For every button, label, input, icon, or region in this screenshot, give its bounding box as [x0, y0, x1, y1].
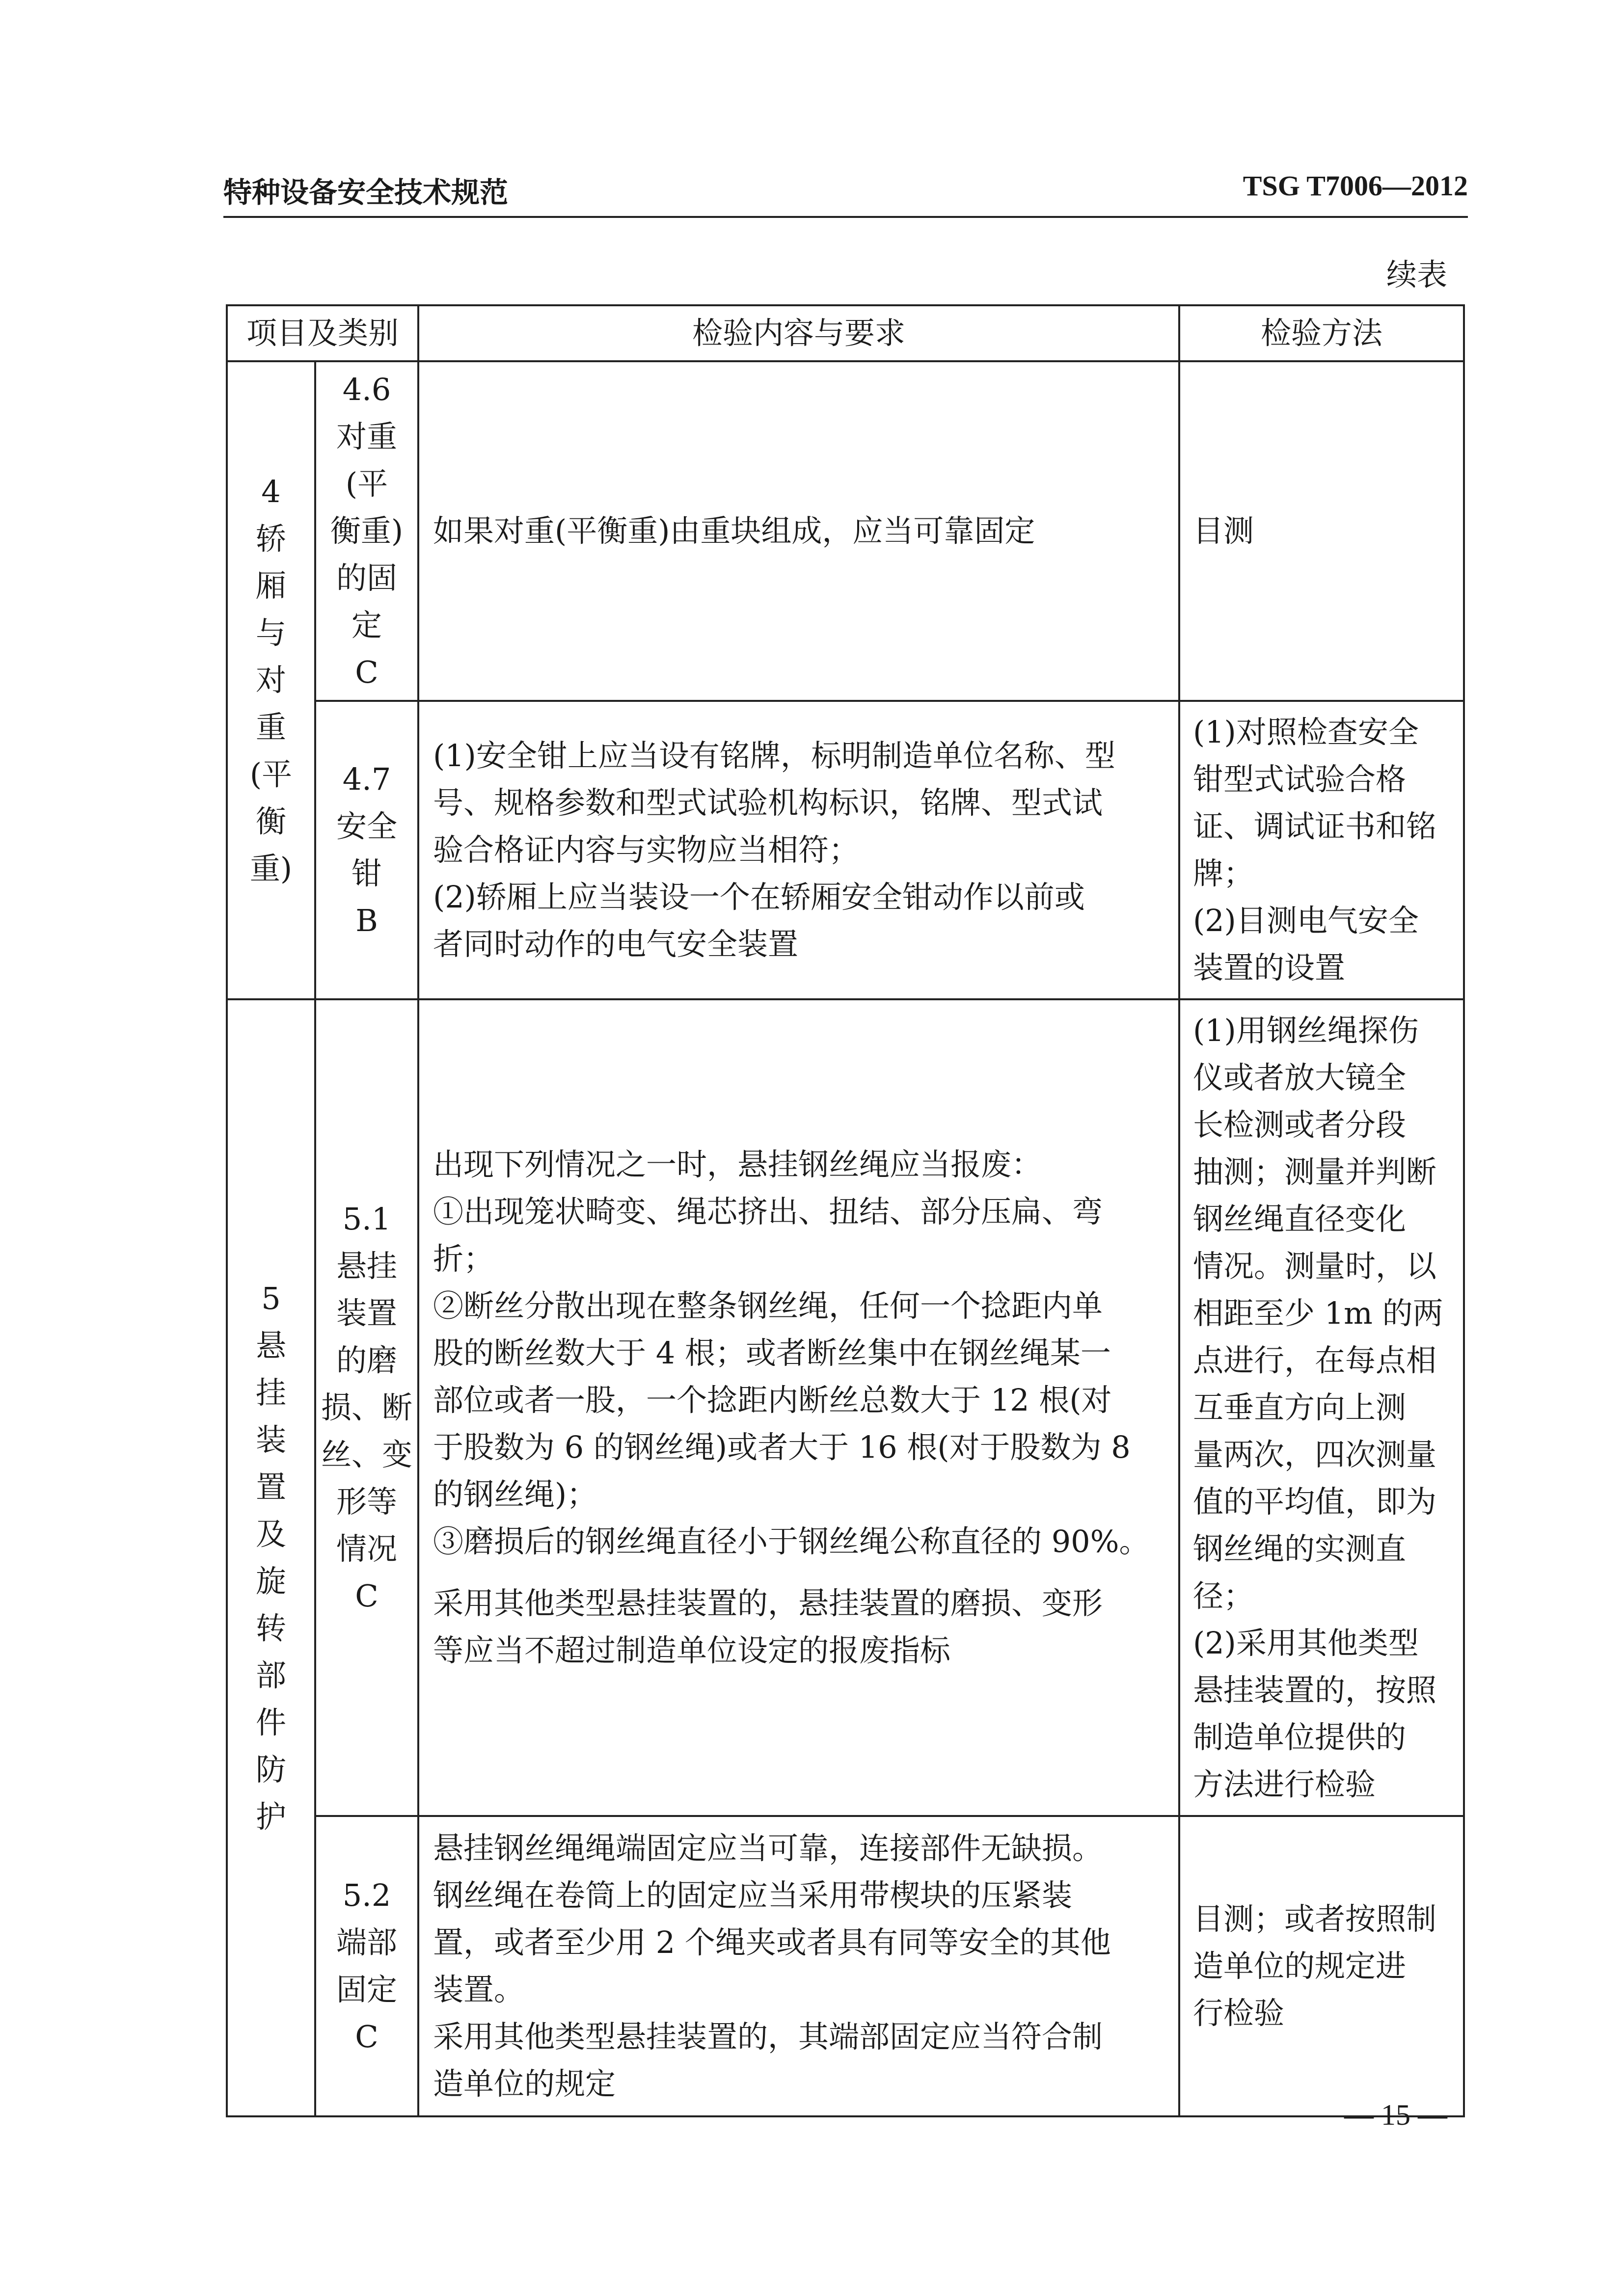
text-line: (2)目测电气安全 — [1193, 903, 1419, 938]
text-line: 与 — [255, 615, 286, 651]
text-line: 挂 — [255, 1375, 286, 1411]
inspection-table — [226, 304, 1465, 2117]
text-line: 目测；或者按照制 — [1193, 1901, 1437, 1937]
text-line: 情况 — [336, 1531, 398, 1567]
header-rule — [223, 216, 1468, 218]
item-4-7 — [315, 701, 418, 999]
text-line: 于股数为 6 的钢丝绳)或者大于 16 根(对于股数为 8 — [433, 1429, 1131, 1465]
text-line: 衡 — [255, 803, 286, 839]
text-line: 股的断丝数大于 4 根；或者断丝集中在钢丝绳某一 — [433, 1335, 1111, 1371]
text-line: B — [355, 903, 378, 938]
content-5-2 — [418, 1816, 1179, 2116]
text-line: ②断丝分散出现在整条钢丝绳，任何一个捻距内单 — [433, 1288, 1103, 1324]
header-method: 检验方法 — [1179, 305, 1464, 361]
text-line: 相距至少 1m 的两 — [1193, 1295, 1443, 1331]
text-line: 的磨 — [336, 1342, 398, 1378]
header-code: TSG T7006—2012 — [1243, 170, 1468, 202]
method-5-2 — [1179, 1816, 1464, 2116]
text-line: 防 — [255, 1752, 286, 1788]
item-5-2 — [315, 1816, 418, 2116]
continued-label: 续表 — [1386, 257, 1447, 293]
method-4-6 — [1179, 361, 1464, 701]
text-line: (1)用钢丝绳探伤 — [1193, 1013, 1419, 1048]
text-line: 者同时动作的电气安全装置 — [433, 926, 799, 962]
item-5-1 — [315, 999, 418, 1816]
text-line: 出现下列情况之一时，悬挂钢丝绳应当报废： — [433, 1147, 1042, 1182]
text-line: 的固 — [336, 560, 398, 596]
text-line: 及 — [255, 1516, 286, 1552]
table-row — [227, 1816, 1464, 2116]
text-line: 径； — [1193, 1578, 1254, 1614]
text-line: ③磨损后的钢丝绳直径小于钢丝绳公称直径的 90%。 — [433, 1523, 1150, 1559]
text-line: 悬挂钢丝绳绳端固定应当可靠，连接部件无缺损。 — [433, 1830, 1103, 1866]
method-5-1 — [1179, 999, 1464, 1816]
text-line: 护 — [255, 1799, 286, 1835]
text-line: 衡重) — [330, 513, 404, 549]
header-title: 特种设备安全技术规范 — [223, 176, 509, 209]
text-line: 置，或者至少用 2 个绳夹或者具有同等安全的其他 — [433, 1924, 1111, 1960]
text-line: 验合格证内容与实物应当相符； — [433, 832, 860, 868]
text-line: 4.6 — [342, 372, 391, 407]
content-4-7 — [418, 701, 1179, 999]
text-line: 定 — [352, 607, 382, 643]
text-line: (2)采用其他类型 — [1193, 1625, 1419, 1661]
text-line: 等应当不超过制造单位设定的报废指标 — [433, 1632, 951, 1668]
text-line: (平 — [345, 466, 388, 502]
content-4-6 — [418, 361, 1179, 701]
text-line: 对重 — [336, 419, 398, 454]
text-line: 号、规格参数和型式试验机构标识，铭牌、型式试 — [433, 785, 1103, 821]
text-line: 长检测或者分段 — [1193, 1107, 1407, 1143]
text-line: 悬挂 — [336, 1248, 398, 1284]
text-line: 重 — [255, 709, 286, 745]
header-content: 检验内容与要求 — [418, 305, 1179, 361]
text-line: (1)安全钳上应当设有铭牌，标明制造单位名称、型 — [433, 738, 1115, 774]
table-row — [227, 999, 1464, 1816]
text-line: 证、调试证书和铭 — [1193, 808, 1437, 844]
header-category: 项目及类别 — [227, 305, 418, 361]
table-row — [227, 701, 1464, 999]
text-line: 件 — [255, 1705, 286, 1740]
text-line: 转 — [255, 1610, 286, 1646]
text-line: 5.2 — [342, 1877, 391, 1913]
text-line: 4.7 — [342, 761, 391, 797]
text-line: 置 — [255, 1469, 286, 1505]
category-5 — [227, 999, 315, 2116]
category-4 — [227, 361, 315, 999]
content-5-1 — [418, 999, 1179, 1816]
text-line: 5.1 — [342, 1201, 391, 1237]
text-line: 装置的设置 — [1193, 950, 1346, 986]
text-line: 抽测；测量并判断 — [1193, 1154, 1437, 1190]
text-line: 量两次，四次测量 — [1193, 1437, 1437, 1472]
text-line: 点进行，在每点相 — [1193, 1342, 1437, 1378]
table-header-row — [227, 305, 1464, 361]
text-line: 装 — [255, 1422, 286, 1458]
text-line: 仪或者放大镜全 — [1193, 1060, 1407, 1095]
text-line: 目测 — [1193, 513, 1254, 549]
text-line: 钳型式试验合格 — [1193, 761, 1407, 797]
text-line: 5 — [261, 1281, 281, 1316]
text-line: 采用其他类型悬挂装置的，其端部固定应当符合制 — [433, 2019, 1103, 2055]
text-line: 4 — [261, 474, 281, 509]
method-4-7 — [1179, 701, 1464, 999]
text-line: 装置。 — [433, 1972, 525, 2007]
table-row — [227, 361, 1464, 701]
text-line: 悬挂装置的，按照 — [1193, 1672, 1437, 1708]
text-line: C — [355, 654, 379, 690]
text-line: 情况。测量时，以 — [1193, 1248, 1437, 1284]
text-line: 互垂直方向上测 — [1193, 1389, 1407, 1425]
text-line: 丝、变 — [321, 1437, 413, 1472]
page-header — [223, 169, 1468, 214]
text-line: 采用其他类型悬挂装置的，悬挂装置的磨损、变形 — [433, 1585, 1103, 1621]
text-line: 装置 — [336, 1295, 398, 1331]
text-line: 方法进行检验 — [1193, 1766, 1376, 1802]
text-line: 折； — [433, 1241, 494, 1277]
text-line: 牌； — [1193, 855, 1254, 891]
text-line: C — [355, 1578, 379, 1614]
text-line: (1)对照检查安全 — [1193, 714, 1419, 750]
text-line: 端部 — [336, 1924, 398, 1960]
text-line: 制造单位提供的 — [1193, 1719, 1407, 1755]
text-line: 造单位的规定进 — [1193, 1948, 1407, 1984]
text-line: 值的平均值，即为 — [1193, 1484, 1437, 1520]
text-line: 钳 — [352, 855, 382, 891]
text-line: 安全 — [336, 808, 398, 844]
text-line: 的钢丝绳)； — [433, 1476, 597, 1512]
text-line: 部位或者一股，一个捻距内断丝总数大于 12 根(对 — [433, 1382, 1112, 1418]
text-line: 钢丝绳在卷筒上的固定应当采用带楔块的压紧装 — [433, 1877, 1073, 1913]
text-line: 钢丝绳的实测直 — [1193, 1531, 1407, 1567]
text-line: (2)轿厢上应当装设一个在轿厢安全钳动作以前或 — [433, 879, 1085, 915]
text-line: (平 — [249, 756, 293, 792]
text-line: 重) — [249, 851, 293, 886]
item-4-6 — [315, 361, 418, 701]
text-line: 如果对重(平衡重)由重块组成，应当可靠固定 — [433, 513, 1035, 549]
text-line: C — [355, 2019, 379, 2055]
text-line: 固定 — [336, 1972, 398, 2007]
text-line: 部 — [255, 1657, 286, 1693]
text-line: 对 — [255, 662, 286, 698]
text-line: ①出现笼状畸变、绳芯挤出、扭结、部分压扁、弯 — [433, 1194, 1103, 1229]
text-line: 形等 — [336, 1484, 398, 1520]
page-number: — 15 — — [1344, 2099, 1447, 2131]
text-line: 悬 — [255, 1328, 286, 1363]
text-line: 轿 — [255, 521, 286, 557]
text-line: 损、断 — [321, 1389, 413, 1425]
text-line: 行检验 — [1193, 1995, 1285, 2031]
text-line: 旋 — [255, 1563, 286, 1599]
text-line: 厢 — [255, 568, 286, 604]
text-line: 钢丝绳直径变化 — [1193, 1201, 1407, 1237]
text-line: 造单位的规定 — [433, 2066, 616, 2102]
